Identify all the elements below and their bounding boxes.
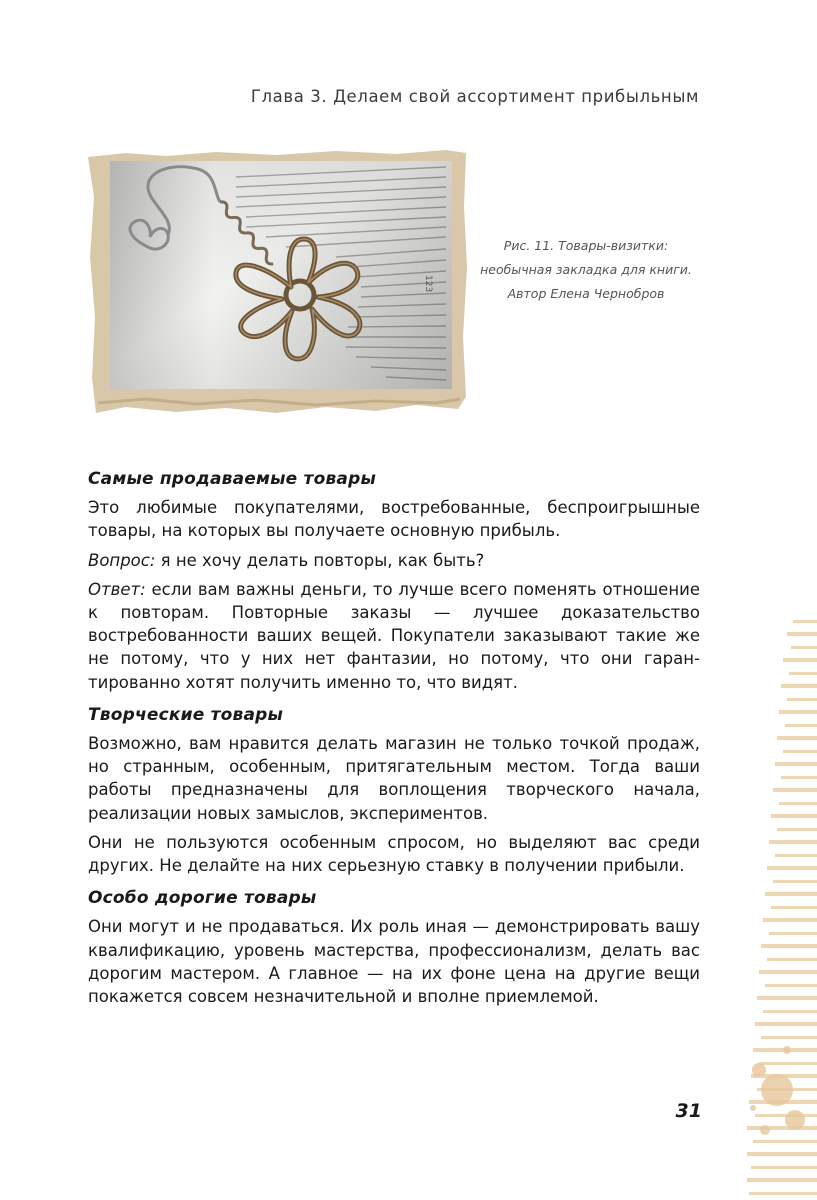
figure-caption <box>470 234 702 306</box>
answer-label: Ответ: <box>88 579 146 599</box>
caption-line: Автор Елена Чернобров <box>507 286 665 301</box>
section-heading: Творческие товары <box>88 704 284 725</box>
answer-text: если вам важны деньги, то лучше всего поменять отношение к повторам. Повторные заказы — лучшее доказательство востребованности ваших вещей. Покупатели заказывают такие же не потому, что у них нет фантазии, но потому, что они гарантированно хотят получить именно то, что видят. <box>88 579 700 692</box>
main-text <box>88 468 700 1014</box>
paragraph: Это любимые покупателями, востребованные, беспроигрышные товары, на которых вы получаете основную прибыль. <box>88 498 700 541</box>
figure-photo <box>86 147 468 419</box>
paragraph <box>88 549 700 572</box>
page-number: 31 <box>675 1100 702 1122</box>
caption-line: необычная закладка для книги. <box>480 262 692 277</box>
question-text: я не хочу делать повторы, как быть? <box>155 550 485 570</box>
section-heading: Особо дорогие товары <box>88 888 317 909</box>
stripe-bars <box>747 620 817 1195</box>
paragraph: Они могут и не продаваться. Их роль иная — демонстрировать вашу квалификацию, уровень мастерства, профессионализм, делать вас дорогим мастером. А главное — на их фоне цена на другие вещи покажется совсем незначительной и вполне приемлемой. <box>88 917 700 1007</box>
book-page-number: 123 <box>423 275 433 293</box>
question-label: Вопрос: <box>88 550 156 570</box>
paragraph: Возможно, вам нравится делать магазин не только точкой продаж, но странным, особенным, притягательным местом. Тогда ваши работы предназначены для воплощения творческого начала, реализации новых замыслов, экспериментов. <box>88 734 700 823</box>
running-header: Глава 3. Делаем свой ассортимент прибыльным <box>250 87 699 106</box>
photo-content <box>110 161 452 389</box>
caption-line: Рис. 11. Товары-визитки: <box>503 238 669 253</box>
section-heading: Самые продаваемые товары <box>88 469 377 489</box>
paragraph: Они не пользуются особенным спросом, но выделяют вас среди других. Не делайте на них серьезную ставку в получении прибыли. <box>88 832 700 876</box>
decorative-stripes <box>747 620 817 1200</box>
paragraph <box>88 578 700 694</box>
